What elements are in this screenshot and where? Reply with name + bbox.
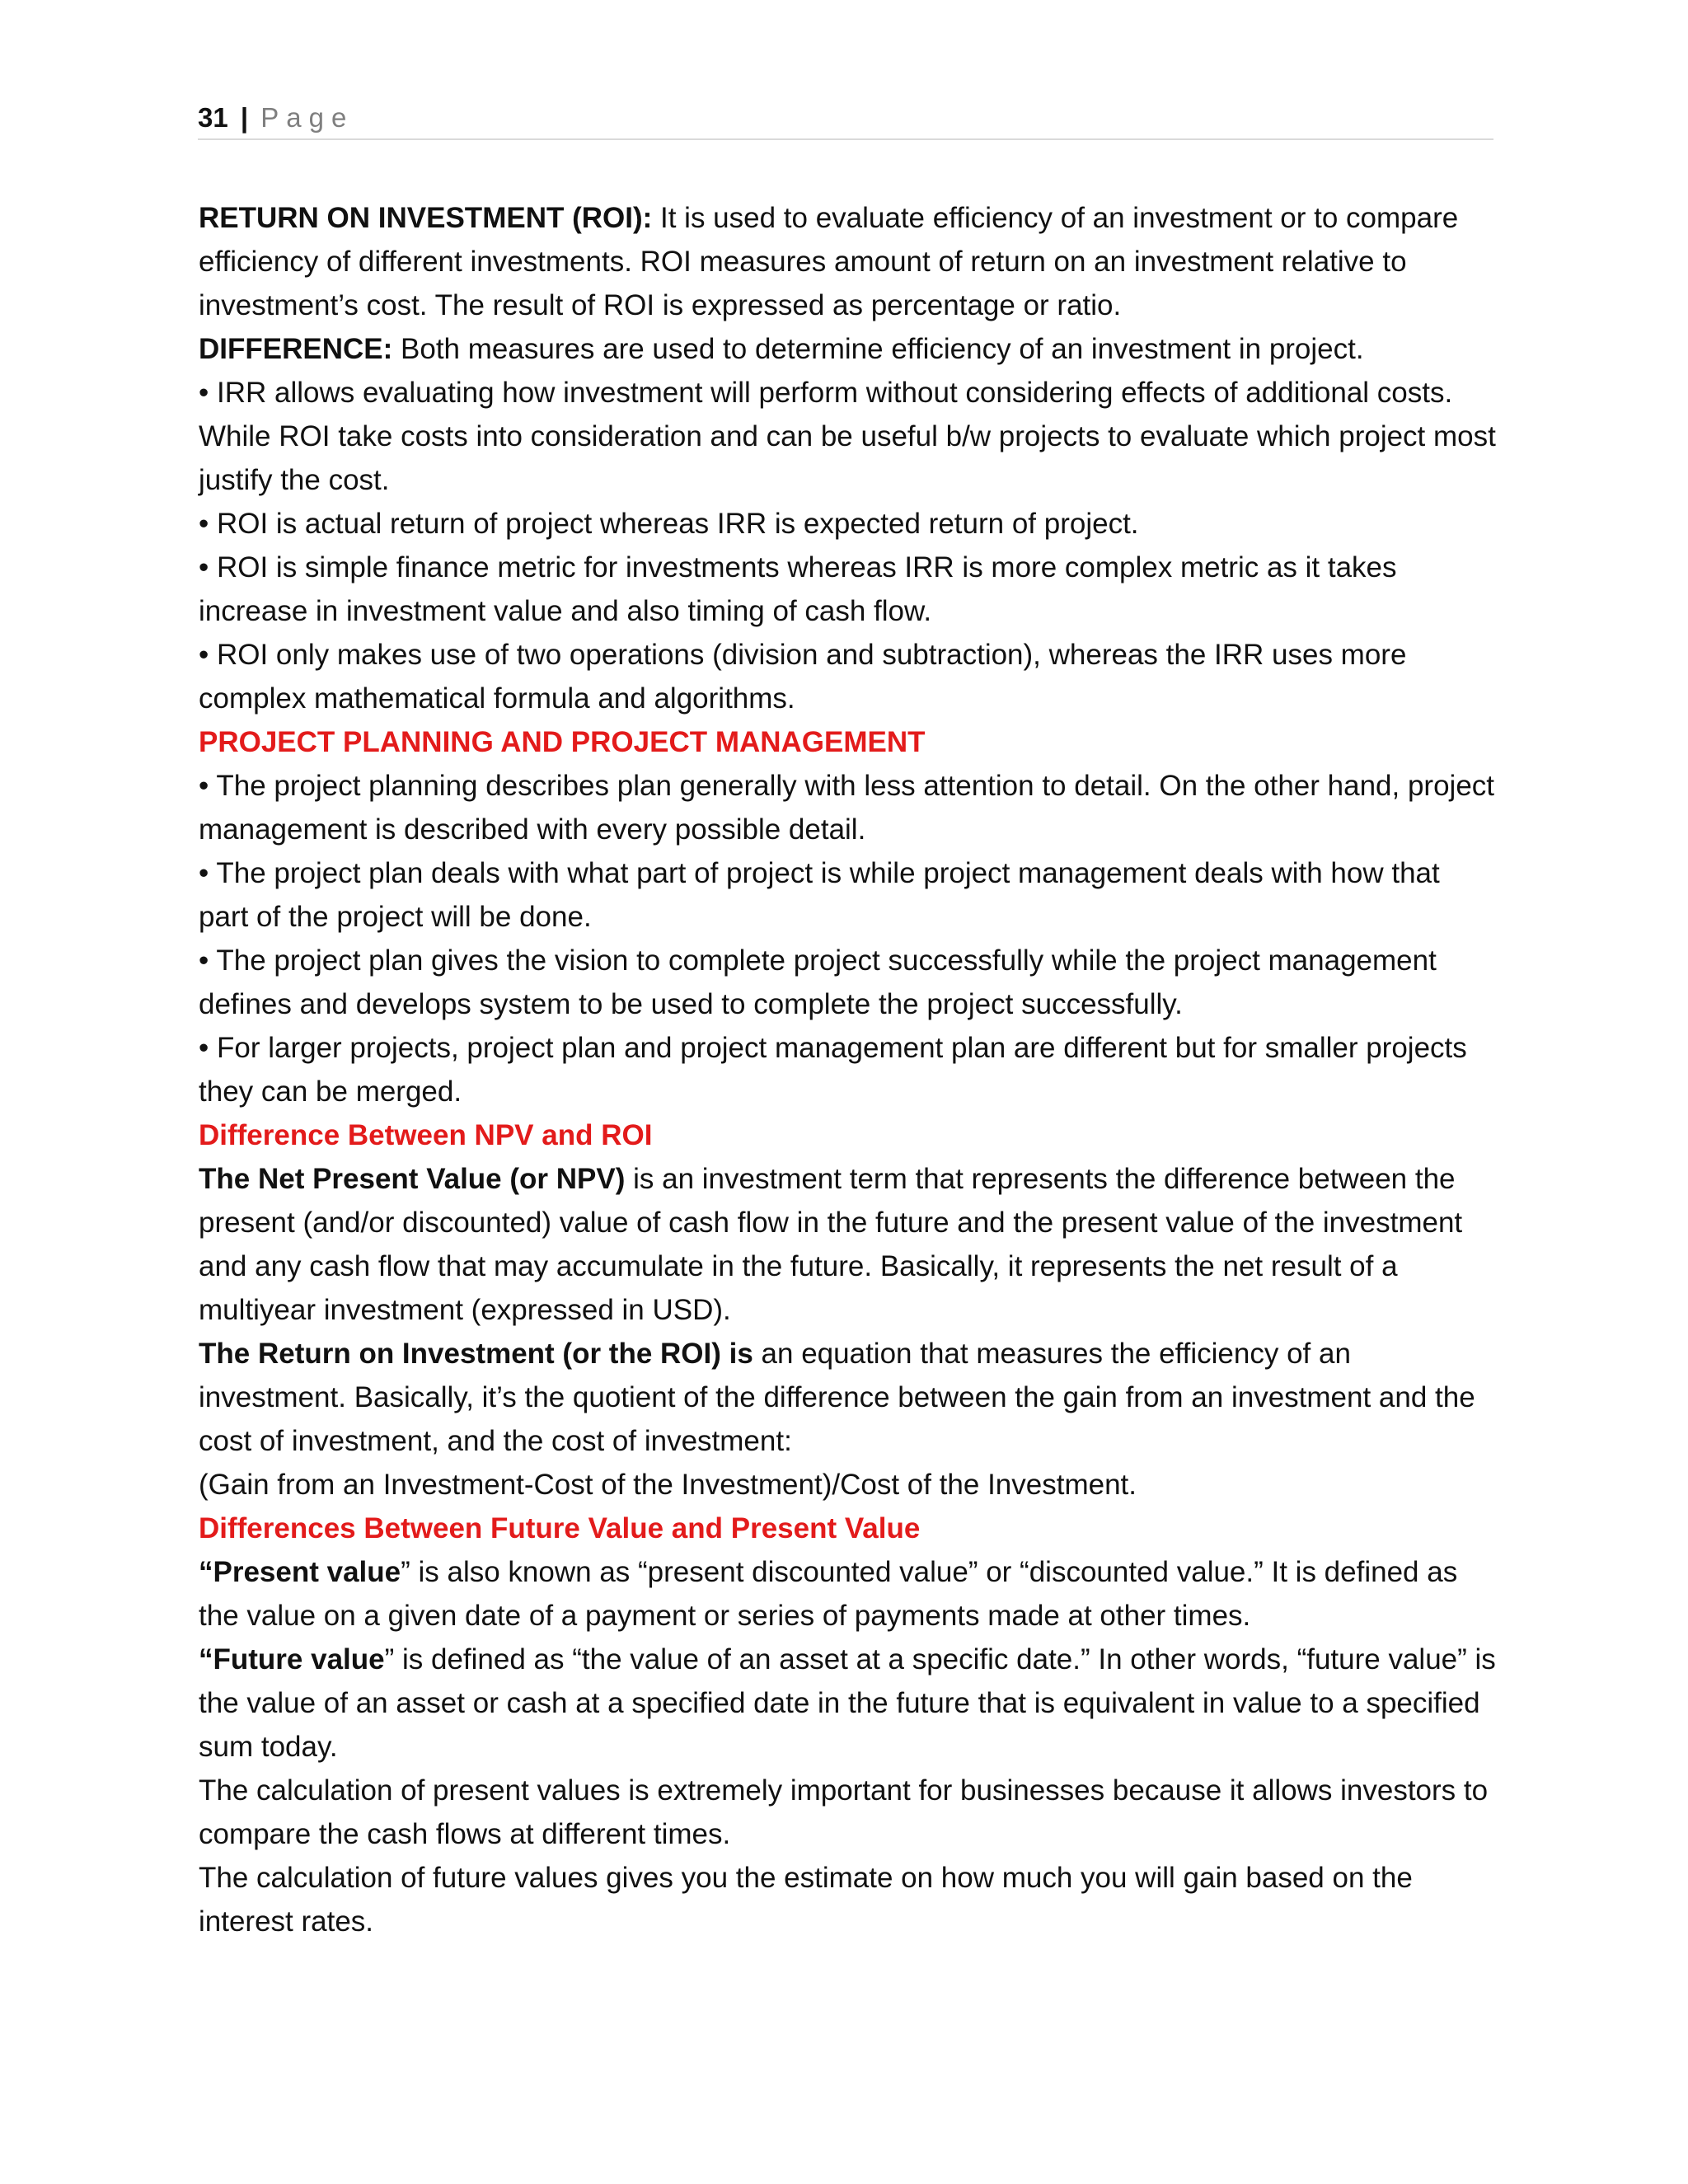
page-header [198, 97, 1493, 140]
roi-definition [199, 196, 1497, 327]
roi-text: It is used to evaluate efficiency of an investment or to compare efficiency of different investments. ROI measures amount of return on an investment relative to investment’s cost. The result of ROI is expressed as percentage or ratio. [199, 202, 1459, 321]
roi-formula: (Gain from an Investment-Cost of the Investment)/Cost of the Investment. [199, 1469, 1137, 1501]
pv-definition [199, 1550, 1497, 1638]
npv-term: The Net Present Value (or NPV) [199, 1163, 626, 1195]
fv-term: “Future value [199, 1643, 385, 1675]
page-number: 31 [198, 102, 228, 133]
difference-bullet: • IRR allows evaluating how investment will perform without considering effects of additional costs. While ROI take costs into consideration and can be useful b/w projects to evaluate which project most justify the cost. [199, 377, 1496, 496]
planning-bullet: • The project plan deals with what part of project is while project management deals with how that part of the project will be done. [199, 857, 1440, 933]
roi-equation-definition [199, 1332, 1497, 1463]
fv-text: ” is defined as “the value of an asset at a specific date.” In other words, “future value” is the value of an asset or cash at a specified date in the future that is equivalent in value to a specified sum today. [199, 1643, 1496, 1763]
difference-term: DIFFERENCE: [199, 333, 393, 365]
difference-text: Both measures are used to determine efficiency of an investment in project. [392, 333, 1364, 365]
planning-bullet: • The project plan gives the vision to complete project successfully while the project management defines and develops system to be used to complete the project successfully. [199, 944, 1437, 1020]
planning-heading: PROJECT PLANNING AND PROJECT MANAGEMENT [199, 726, 926, 758]
difference-intro [199, 327, 1497, 371]
planning-bullet: • For larger projects, project plan and project management plan are different but for smaller projects they can be merged. [199, 1032, 1467, 1108]
fv-pv-heading: Differences Between Future Value and Present Value [199, 1512, 921, 1544]
fv-definition [199, 1638, 1497, 1769]
difference-bullet: • ROI is simple finance metric for investments whereas IRR is more complex metric as it takes increase in investment value and also timing of cash flow. [199, 551, 1397, 627]
npv-definition [199, 1157, 1497, 1332]
roi-equation-term: The Return on Investment (or the ROI) is [199, 1338, 753, 1370]
fv-paragraph: The calculation of future values gives you the estimate on how much you will gain based on the interest rates. [199, 1862, 1413, 1938]
pv-paragraph: The calculation of present values is extremely important for businesses because it allows investors to compare the cash flows at different times. [199, 1774, 1489, 1850]
npv-text: is an investment term that represents the difference between the present (and/or discounted) value of cash flow in the future and the present value of the investment and any cash flow that may accumulate in the future. Basically, it represents the net result of a multiyear investment (expressed in USD). [199, 1163, 1463, 1326]
difference-bullet: • ROI only makes use of two operations (division and subtraction), whereas the IRR uses more complex mathematical formula and algorithms. [199, 639, 1407, 715]
pv-text: ” is also known as “present discounted value” or “discounted value.” It is defined as the value on a given date of a payment or series of payments made at other times. [199, 1556, 1458, 1632]
npv-roi-heading: Difference Between NPV and ROI [199, 1119, 653, 1151]
difference-bullet: • ROI is actual return of project whereas IRR is expected return of project. [199, 508, 1139, 540]
planning-bullet: • The project planning describes plan generally with less attention to detail. On the other hand, project management is described with every possible detail. [199, 770, 1495, 846]
roi-term: RETURN ON INVESTMENT (ROI): [199, 202, 653, 234]
document-body [199, 196, 1497, 1943]
roi-equation-text: an equation that measures the efficiency of an investment. Basically, it’s the quotient of the difference between the gain from an investment and the cost of investment, and the cost of investment: [199, 1338, 1475, 1457]
page-label: Page [260, 102, 354, 133]
page-separator: | [240, 102, 249, 133]
pv-term: “Present value [199, 1556, 401, 1588]
